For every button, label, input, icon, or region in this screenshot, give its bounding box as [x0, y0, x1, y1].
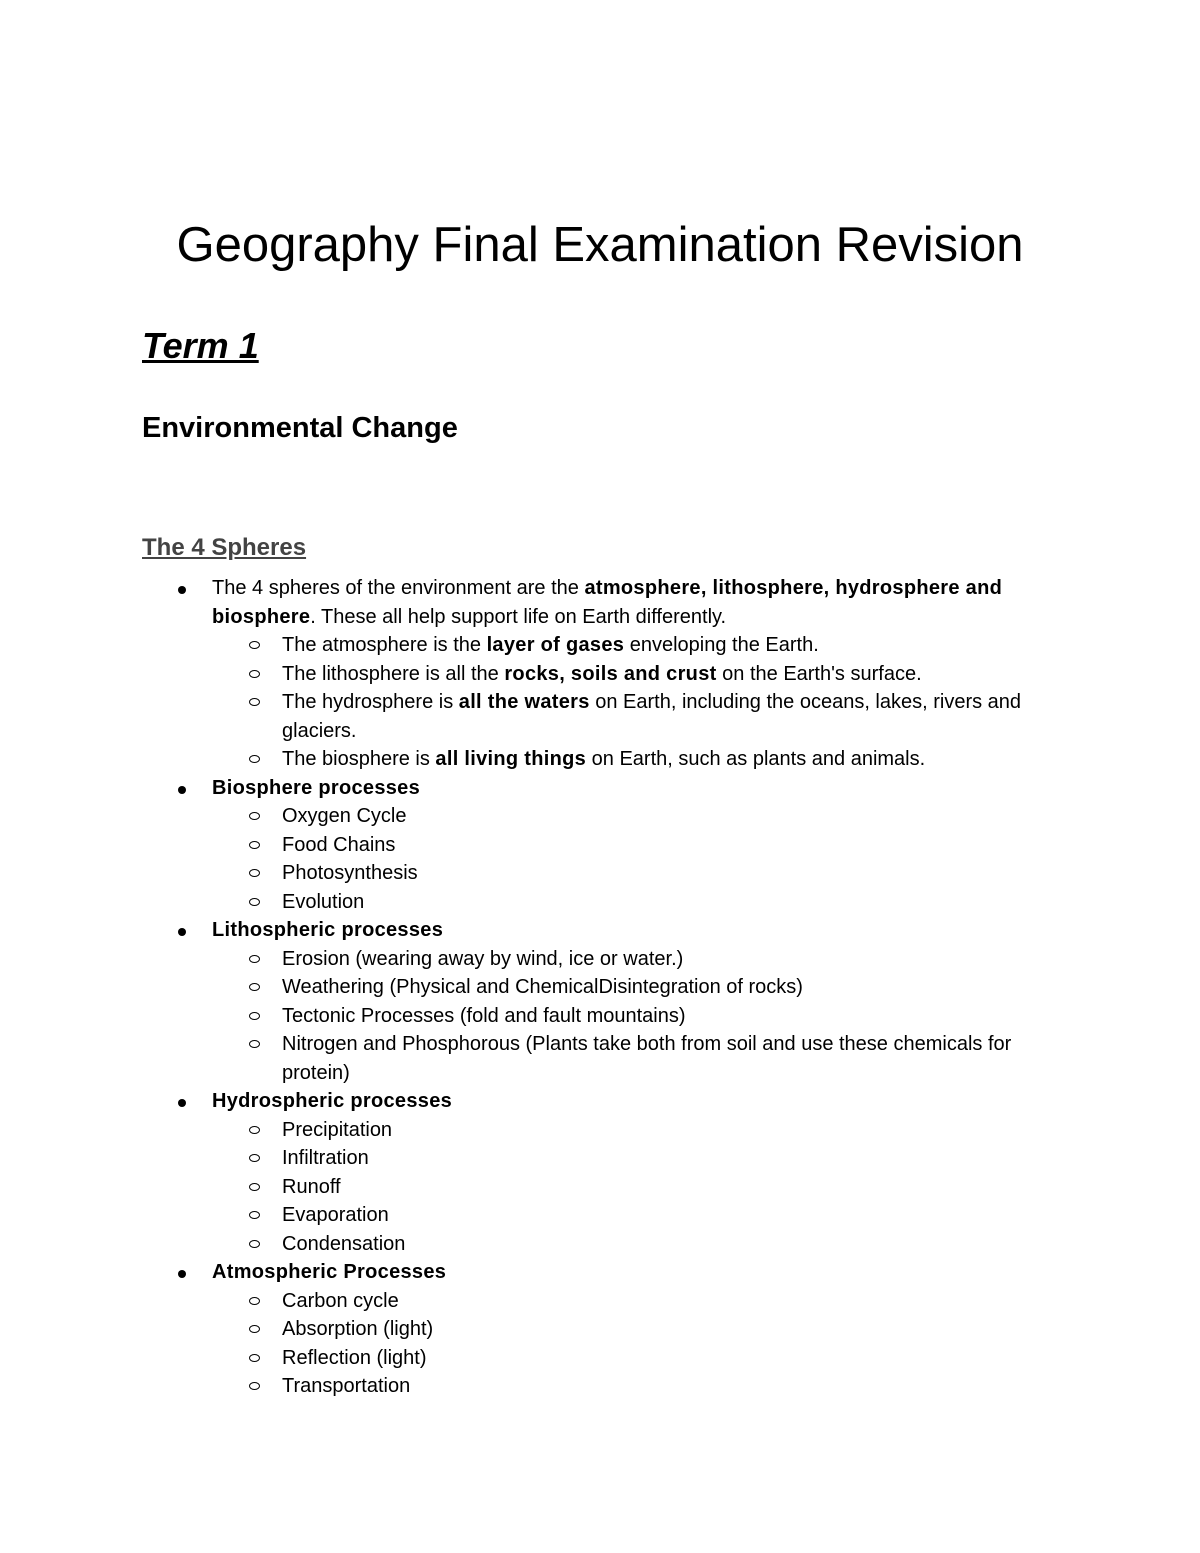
text-run: Photosynthesis — [282, 862, 418, 884]
list-item — [0, 1087, 1052, 1258]
sub-list-item-text — [282, 1002, 1052, 1031]
sub-list-item — [212, 831, 1052, 860]
list-item — [0, 916, 1052, 1087]
sub-list — [212, 1116, 1052, 1259]
sub-list-item-text — [282, 1344, 1052, 1373]
hollow-bullet-icon — [249, 1297, 260, 1305]
list-item-text — [212, 774, 1052, 803]
bold-text: atmosphere, lithosphere, hydrosphere and biosphere — [212, 577, 1003, 628]
hollow-bullet-icon — [249, 841, 260, 849]
sub-list-item-text — [282, 1144, 1052, 1173]
text-run: on the Earth's surface. — [716, 662, 922, 685]
list-item — [0, 774, 1052, 917]
sub-list-item-text — [282, 1230, 1052, 1259]
hollow-bullet-icon — [249, 1154, 260, 1162]
text-run: Evolution — [282, 890, 365, 913]
filled-bullet-icon — [178, 928, 186, 936]
filled-bullet-icon — [178, 586, 186, 594]
subsection-heading: The 4 Spheres — [142, 534, 307, 561]
text-run: Tectonic Processes (fold and fault mountains) — [282, 1004, 686, 1027]
sub-list-item-text — [282, 1287, 1052, 1316]
sub-list-item-text — [282, 688, 1052, 745]
hollow-bullet-icon — [249, 898, 260, 906]
sub-list-item — [212, 688, 1052, 745]
sub-list-item-text — [282, 1030, 1052, 1087]
hollow-bullet-icon — [249, 812, 260, 820]
list-item-text — [212, 916, 1052, 945]
hollow-bullet-icon — [249, 698, 260, 706]
text-run: Condensation — [282, 1232, 406, 1255]
bullet-list — [0, 574, 1200, 1401]
text-run: Evaporation — [282, 1204, 389, 1226]
sub-list — [212, 631, 1052, 774]
bold-text: Biosphere processes — [212, 776, 421, 799]
list-item-text — [212, 1258, 1052, 1287]
text-run: The atmosphere is the — [282, 634, 487, 656]
sub-list-item — [212, 859, 1052, 888]
sub-list-item — [212, 1201, 1052, 1230]
text-run: The biosphere is — [282, 748, 436, 770]
sub-list-item-text — [282, 859, 1052, 888]
sub-list-item-text — [282, 745, 1052, 774]
sub-list-item-text — [282, 945, 1052, 974]
sub-list-item — [212, 1116, 1052, 1145]
sub-list-item — [212, 888, 1052, 917]
sub-list-item — [212, 1230, 1052, 1259]
sub-list-item-text — [282, 1173, 1052, 1202]
sub-list-item — [212, 1315, 1052, 1344]
hollow-bullet-icon — [249, 670, 260, 678]
hollow-bullet-icon — [249, 869, 260, 877]
hollow-bullet-icon — [249, 1012, 260, 1020]
sub-list-item — [212, 660, 1052, 689]
list-item-text — [212, 1087, 1052, 1116]
hollow-bullet-icon — [249, 755, 260, 763]
text-run: Reflection (light) — [282, 1346, 427, 1369]
bold-text: rocks, soils and crust — [504, 662, 717, 685]
bold-text: Atmospheric Processes — [212, 1261, 447, 1283]
text-run: Nitrogen and Phosphorous (Plants take both from soil and use these chemicals for protein) — [282, 1033, 1012, 1084]
sub-list-item-text — [282, 831, 1052, 860]
hollow-bullet-icon — [249, 1183, 260, 1191]
list-item — [0, 1258, 1052, 1401]
text-run: Weathering (Physical and ChemicalDisintegration of rocks) — [282, 976, 803, 998]
hollow-bullet-icon — [249, 1040, 260, 1048]
text-run: enveloping the Earth. — [624, 634, 819, 656]
hollow-bullet-icon — [249, 983, 260, 991]
text-run: The hydrosphere is — [282, 691, 459, 713]
sub-list-item-text — [282, 1372, 1052, 1401]
bold-text: all the waters — [458, 691, 590, 713]
sub-list-item — [212, 1173, 1052, 1202]
bold-text: Hydrospheric processes — [212, 1090, 453, 1112]
hollow-bullet-icon — [249, 955, 260, 963]
text-run: Precipitation — [282, 1118, 393, 1141]
sub-list-item — [212, 945, 1052, 974]
text-run: Infiltration — [282, 1147, 369, 1169]
sub-list-item-text — [282, 1116, 1052, 1145]
sub-list-item — [212, 745, 1052, 774]
sub-list-item — [212, 1144, 1052, 1173]
sub-list — [212, 1287, 1052, 1401]
text-run: Absorption (light) — [282, 1318, 434, 1340]
hollow-bullet-icon — [249, 1211, 260, 1219]
sub-list-item-text — [282, 631, 1052, 660]
sub-list-item-text — [282, 973, 1052, 1002]
filled-bullet-icon — [178, 786, 186, 794]
hollow-bullet-icon — [249, 1382, 260, 1390]
text-run: Food Chains — [282, 833, 396, 856]
text-run: . These all help support life on Earth differently. — [310, 605, 727, 628]
sub-list-item — [212, 1287, 1052, 1316]
text-run: Transportation — [282, 1375, 411, 1397]
sub-list-item-text — [282, 802, 1052, 831]
text-run: Erosion (wearing away by wind, ice or water.) — [282, 947, 684, 970]
hollow-bullet-icon — [249, 1325, 260, 1333]
bold-text: Lithospheric processes — [212, 919, 444, 941]
sub-list-item-text — [282, 660, 1052, 689]
sub-list-item-text — [282, 888, 1052, 917]
sub-list-item — [212, 631, 1052, 660]
sub-list-item-text — [282, 1315, 1052, 1344]
bold-text: all living things — [435, 748, 587, 770]
hollow-bullet-icon — [249, 641, 260, 649]
sub-list — [212, 802, 1052, 916]
text-run: The 4 spheres of the environment are the — [212, 577, 585, 599]
hollow-bullet-icon — [249, 1126, 260, 1134]
filled-bullet-icon — [178, 1270, 186, 1278]
sub-list — [212, 945, 1052, 1088]
text-run: Oxygen Cycle — [282, 805, 407, 827]
filled-bullet-icon — [178, 1099, 186, 1107]
text-run: on Earth, such as plants and animals. — [586, 748, 926, 770]
document-title: Geography Final Examination Revision — [176, 218, 1024, 272]
sub-list-item — [212, 1372, 1052, 1401]
bold-text: layer of gases — [486, 634, 625, 656]
term-heading: Term 1 — [142, 325, 259, 366]
sub-list-item — [212, 802, 1052, 831]
section-heading: Environmental Change — [142, 412, 458, 444]
text-run: on Earth, including the oceans, lakes, rivers and glaciers. — [282, 691, 1022, 742]
sub-list-item — [212, 1030, 1052, 1087]
sub-list-item — [212, 1002, 1052, 1031]
list-item-text — [212, 574, 1052, 631]
hollow-bullet-icon — [249, 1240, 260, 1248]
hollow-bullet-icon — [249, 1354, 260, 1362]
text-run: Carbon cycle — [282, 1289, 399, 1312]
text-run: The lithosphere is all the — [282, 662, 505, 685]
list-item — [0, 574, 1052, 774]
sub-list-item — [212, 973, 1052, 1002]
text-run: Runoff — [282, 1175, 341, 1198]
sub-list-item — [212, 1344, 1052, 1373]
sub-list-item-text — [282, 1201, 1052, 1230]
